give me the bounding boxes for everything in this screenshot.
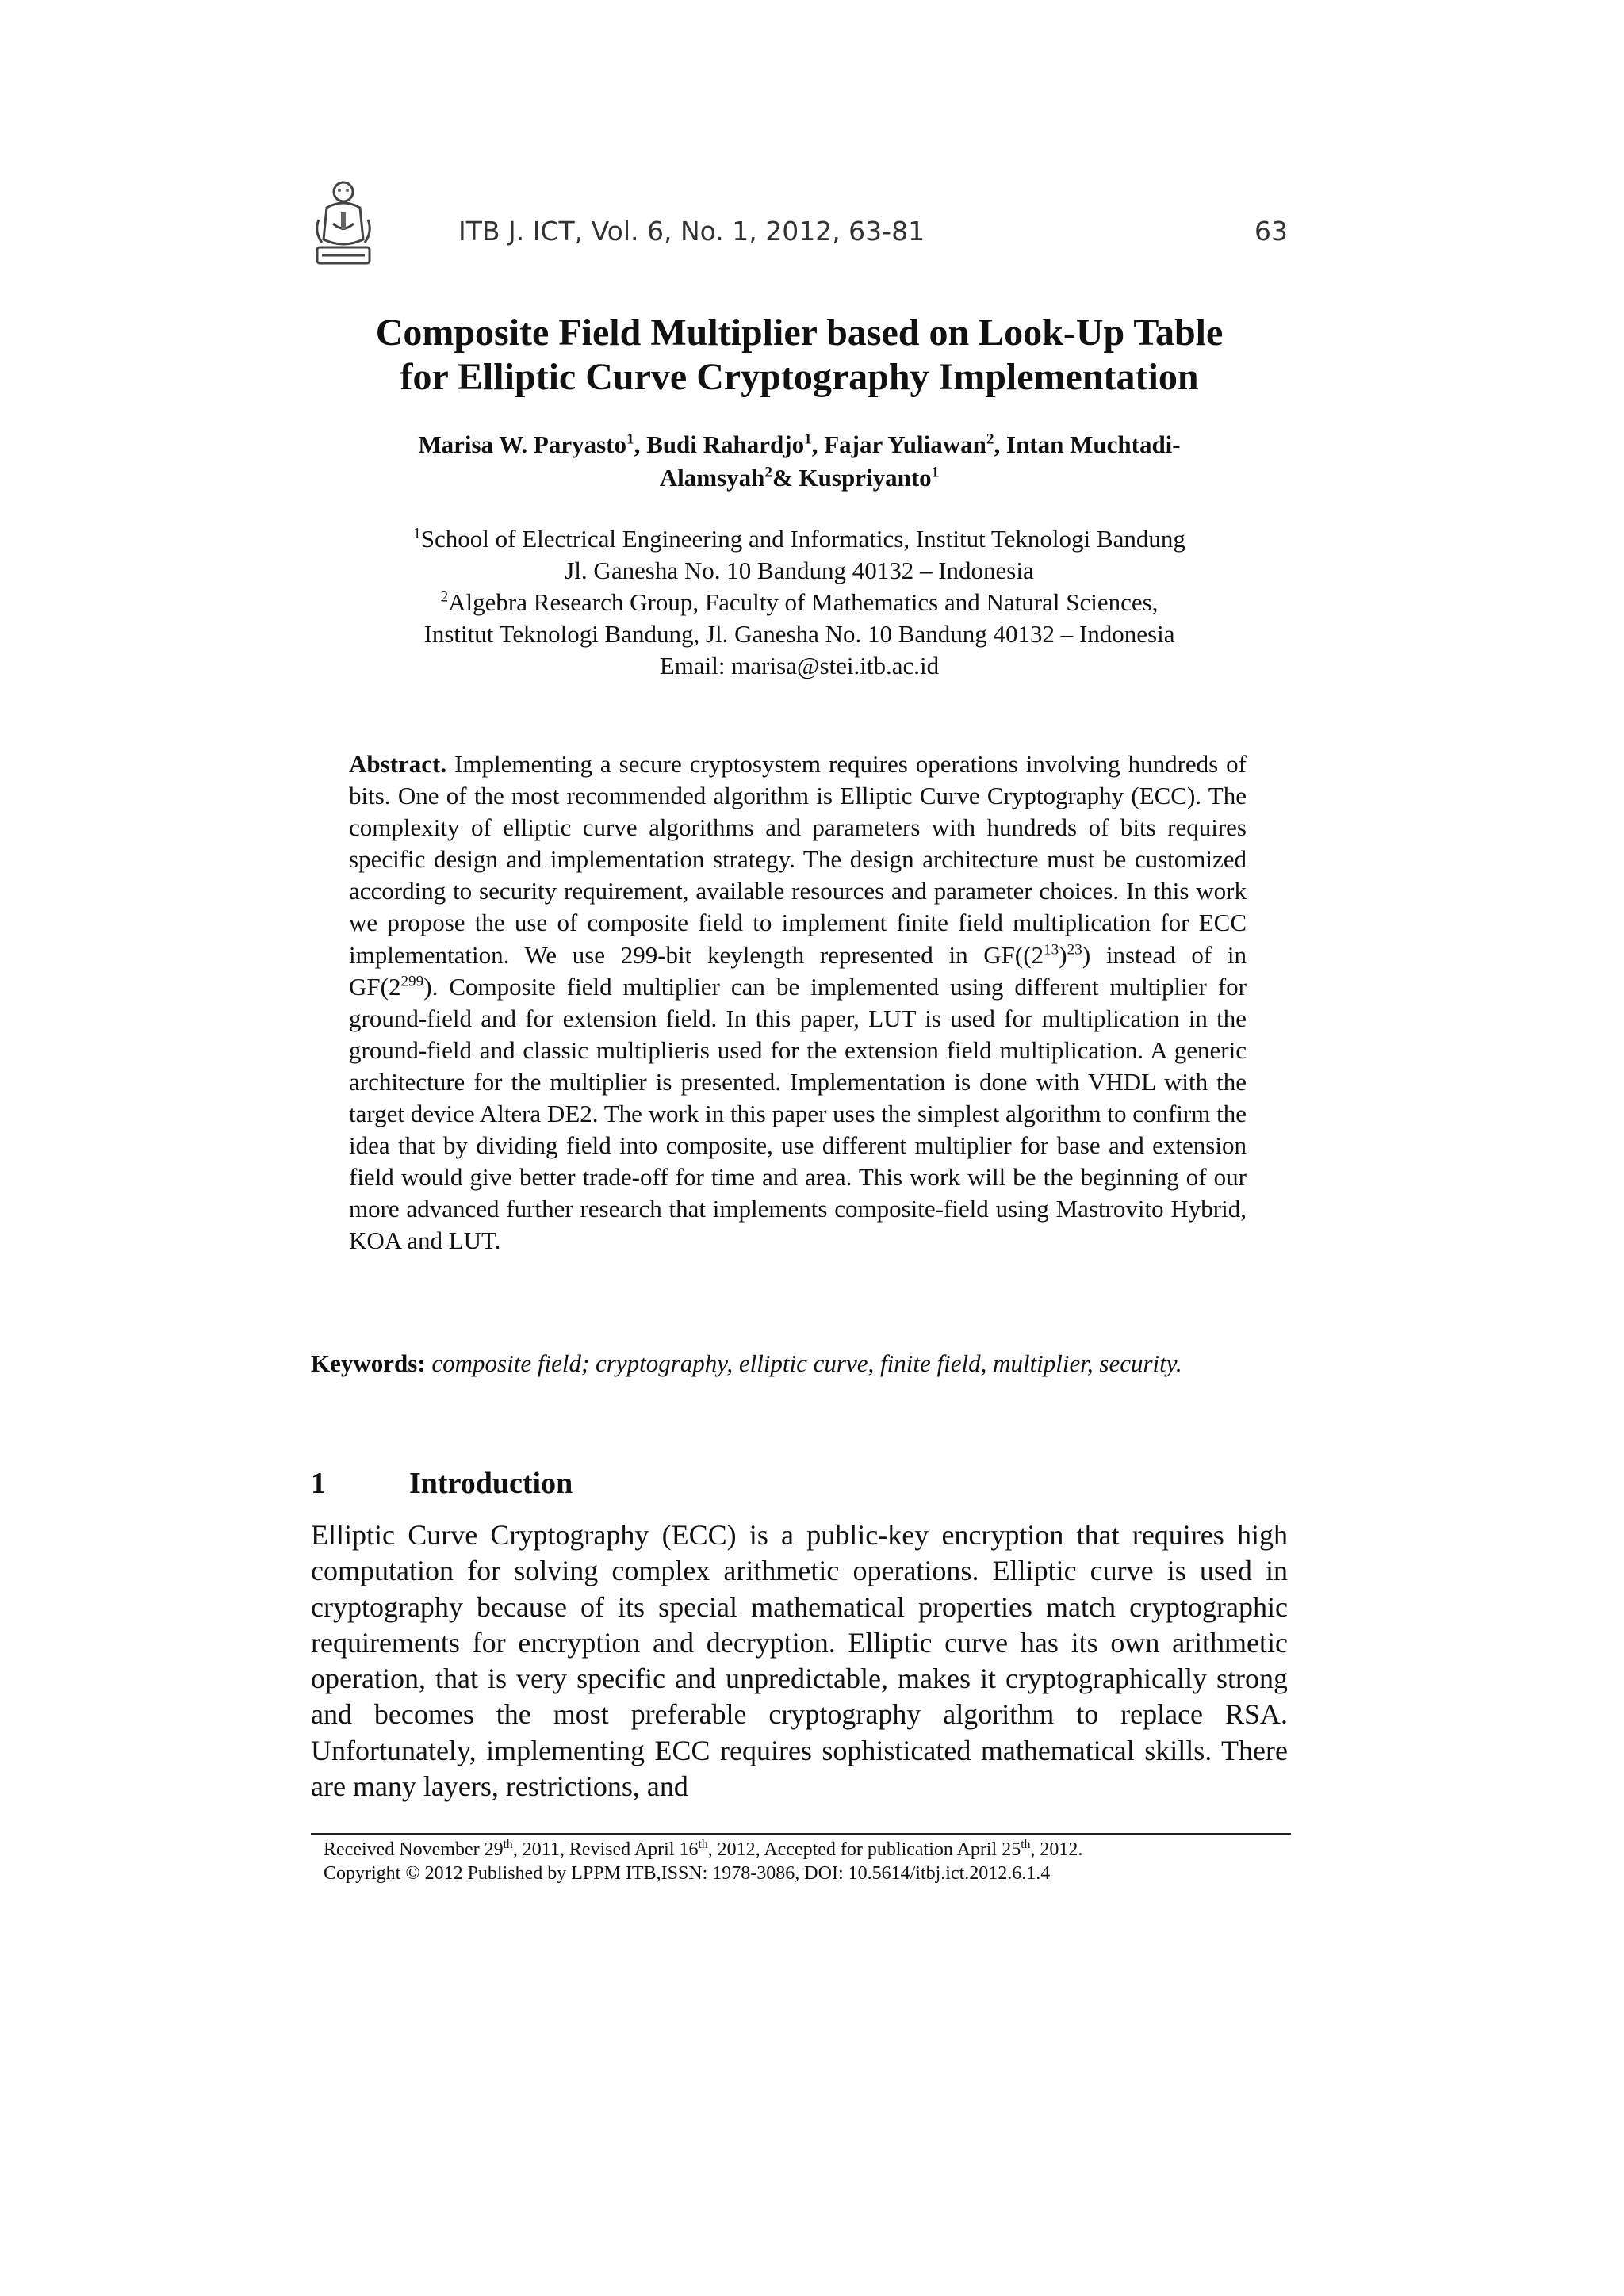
- section-number: 1: [311, 1467, 326, 1500]
- abstract: [349, 748, 1247, 1257]
- title-line-1: Composite Field Multiplier based on Look-Up Table: [375, 312, 1224, 354]
- abstract-superscript: 23: [1067, 941, 1082, 959]
- author-name: , Fajar Yuliawan: [811, 430, 986, 458]
- author-affiliation-mark: 2: [986, 430, 994, 448]
- author-list: [311, 428, 1288, 495]
- footer-ordinal: th: [503, 1838, 513, 1851]
- affiliation-mark: 2: [440, 588, 449, 606]
- affiliation-text: Algebra Research Group, Faculty of Mathematics and Natural Sciences,: [448, 588, 1159, 616]
- author-affiliation-mark: 1: [931, 464, 940, 481]
- abstract-text: ): [1059, 940, 1067, 969]
- footer-text: , 2011, Revised April 16: [512, 1839, 699, 1860]
- footer-text: Received November 29: [324, 1839, 504, 1860]
- journal-citation: ITB J. ICT, Vol. 6, No. 1, 2012, 63-81: [458, 216, 925, 247]
- received-dates: [324, 1838, 1291, 1862]
- affiliation-mark: 1: [413, 525, 421, 542]
- footer-text: , 2012, Accepted for publication April 25: [707, 1839, 1021, 1860]
- introduction-paragraph: Elliptic Curve Cryptography (ECC) is a public-key encryption that requires high computation for solving complex arithmetic operations. Elliptic curve is used in cryptography because of its special mathematical properties match cryptographic requirements for encryption and decryption. Elliptic curve has its own arithmetic operation, that is very specific and unpredictable, makes it cryptographically strong and becomes the most preferable cryptography algorithm to replace RSA. Unfortunately, implementing ECC requires sophisticated mathematical skills. There are many layers, restrictions, and: [311, 1519, 1288, 1803]
- keywords-label: Keywords:: [311, 1349, 426, 1377]
- affiliation-2: [311, 587, 1288, 618]
- author-line-2: [311, 461, 1288, 495]
- footer-ordinal: th: [698, 1838, 708, 1851]
- paper-title: [311, 311, 1288, 400]
- abstract-superscript: 299: [400, 973, 424, 990]
- title-line-2: for Elliptic Curve Cryptography Implementation: [400, 356, 1199, 398]
- abstract-text: ) instead of in GF(2: [349, 940, 1247, 1001]
- abstract-text: ). Composite field multiplier can be implemented using different multiplier for ground-field and for extension field. In this paper, LUT is used for multiplication in the ground-field and classic multiplieris used for the extension field multiplication. A generic architecture for the multiplier is presented. Implementation is done with VHDL with the target device Altera DE2. The work in this paper uses the simplest algorithm to confirm the idea that by dividing field into composite, use different multiplier for base and extension field would give better trade-off for time and area. This work will be the beginning of our more advanced further research that implements composite-field using Mastrovito Hybrid, KOA and LUT.: [349, 972, 1247, 1255]
- affiliation-1: [311, 523, 1288, 555]
- footer-divider: [311, 1833, 1291, 1835]
- author-name: Marisa W. Paryasto: [418, 430, 626, 458]
- author-affiliation-mark: 1: [626, 430, 634, 448]
- affiliation-text: School of Electrical Engineering and Informatics, Institut Teknologi Bandung: [420, 525, 1185, 553]
- keywords: [311, 1348, 1288, 1380]
- author-affiliation-mark: 2: [764, 464, 772, 481]
- author-line-1: [311, 428, 1288, 461]
- affiliation-2-address: Institut Teknologi Bandung, Jl. Ganesha No. 10 Bandung 40132 – Indonesia: [423, 620, 1175, 648]
- abstract-superscript: 13: [1044, 941, 1059, 959]
- contact-email: Email: marisa@stei.itb.ac.id: [659, 652, 940, 679]
- section-title: Introduction: [409, 1467, 573, 1500]
- keywords-text: composite field; cryptography, elliptic curve, finite field, multiplier, security.: [425, 1349, 1182, 1377]
- author-name: , Intan Muchtadi-: [994, 430, 1181, 458]
- abstract-label: Abstract.: [349, 750, 447, 778]
- affiliations: [311, 523, 1288, 682]
- affiliation-1-address: Jl. Ganesha No. 10 Bandung 40132 – Indonesia: [565, 557, 1034, 584]
- author-name: , Budi Rahardjo: [634, 430, 805, 458]
- itb-ganesha-logo-icon: [311, 176, 376, 270]
- footer-text: , 2012.: [1030, 1839, 1083, 1860]
- abstract-text: Implementing a secure cryptosystem requires operations involving hundreds of bits. One of the most recommended algorithm is Elliptic Curve Cryptography (ECC). The complexity of elliptic curve algorithms and parameters with hundreds of bits requires specific design and implementation strategy. The design architecture must be customized according to security requirement, available resources and parameter choices. In this work we propose the use of composite field to implement finite field multiplication for ECC implementation. We use 299-bit keylength represented in GF((2: [349, 750, 1247, 969]
- footer-ordinal: th: [1021, 1838, 1031, 1851]
- author-affiliation-mark: 1: [804, 430, 812, 448]
- page-number: 63: [1254, 216, 1288, 247]
- author-name: Alamsyah: [659, 464, 765, 492]
- section-heading: [311, 1465, 1288, 1502]
- author-name: & Kuspriyanto: [772, 464, 932, 492]
- copyright-line: Copyright © 2012 Published by LPPM ITB,ISSN: 1978-3086, DOI: 10.5614/itbj.ict.2012.6.1.4: [324, 1863, 1051, 1884]
- publication-footer: [324, 1838, 1291, 1885]
